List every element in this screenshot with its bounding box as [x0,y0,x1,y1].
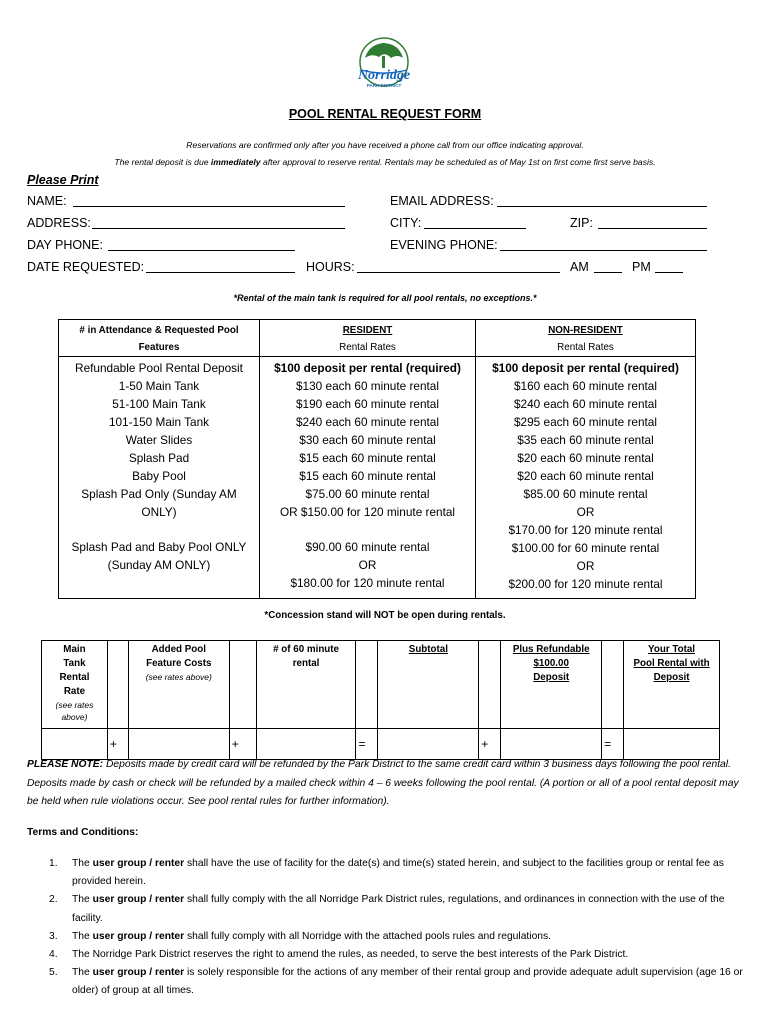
table-cell: OR [576,505,595,519]
am-label: AM [570,260,589,274]
deposit-note: The rental deposit is due immediately after approval to reserve rental. Rentals may be scheduled as of May 1st on first come first serve basis. [114,157,656,167]
table-cell: 101-150 Main Tank [108,415,210,429]
table-cell: $100 deposit per rental (required) [492,361,679,375]
subtotal-header: Subtotal [378,641,479,729]
table-cell: $160 each 60 minute rental [514,379,657,393]
zip-field[interactable] [598,216,707,229]
added-features-header: Added Pool Feature Costs (see rates above) [128,641,229,729]
nonresident-column [476,357,696,599]
resident-column [260,357,476,599]
evening-phone-field[interactable] [500,238,707,251]
total-header: Your Total Pool Rental with Deposit [624,641,720,729]
table-cell: OR [358,558,377,572]
added-features-input[interactable] [128,729,229,760]
table-cell: $180.00 for 120 minute rental [290,576,445,590]
table-cell: $240 each 60 minute rental [514,397,657,411]
table-cell: $170.00 for 120 minute rental [508,523,663,537]
logo-name: Norridge [357,68,411,83]
main-rate-header: Main Tank Rental Rate (see rates above) [42,641,108,729]
please-print-label: Please Print [27,173,99,187]
table-cell: $35 each 60 minute rental [517,433,654,447]
table-cell: ONLY) [141,505,177,519]
table-cell: Refundable Pool Rental Deposit [75,361,243,375]
list-item: 4. The Norridge Park District reserves the right to amend the rules, as needed, to serve the best interests of the Park District. [49,949,629,961]
address-field[interactable] [92,216,345,229]
equals-sign: = [602,729,624,760]
list-item: 5. The user group / renter is solely responsible for the actions of any member of their rental group and provide adequate adult supervision (age 16 or older) of group at all times. [49,967,743,997]
rental-rates-table [58,319,696,599]
name-label: NAME: [27,194,67,208]
table-cell: 1-50 Main Tank [118,379,200,393]
table-cell: $30 each 60 minute rental [299,433,436,447]
form-title: POOL RENTAL REQUEST FORM [288,107,482,121]
city-field[interactable] [424,216,526,229]
plus-sign: + [229,729,256,760]
minutes-header: # of 60 minute rental [256,641,356,729]
minutes-input[interactable] [256,729,356,760]
table-cell: OR [576,559,595,573]
day-phone-field[interactable] [108,238,295,251]
zip-label: ZIP: [570,216,593,230]
rates-header-row [59,320,696,357]
list-item: 2. The user group / renter shall fully comply with the all Norridge Park District rules, regulations, and ordinances in connection with the use of the facility. [49,894,725,924]
please-note-paragraph: PLEASE NOTE: Deposits made by credit card will be refunded by the Park District to the same credit card within 3 business days following the pool rental. Deposits made by cash or check will be refunded by a mailed check within 4 – 6 weeks following the pool rental. (A portion or all of a pool rental deposit may be held when rule violations occur. See pool rental rules for further information). [27,759,739,807]
cost-calculation-table [41,640,720,760]
confirmation-note: Reservations are confirmed only after you have received a phone call from our office indicating approval. [186,140,584,150]
hours-field[interactable] [357,260,560,273]
table-cell: $100 deposit per rental (required) [274,361,461,375]
date-requested-label: DATE REQUESTED: [27,260,145,274]
table-cell: Splash Pad [128,451,190,465]
address-label: ADDRESS: [27,216,91,230]
evening-phone-label: EVENING PHONE: [390,238,498,252]
email-field[interactable] [497,194,707,207]
equals-sign: = [356,729,378,760]
table-cell: OR $150.00 for 120 minute rental [279,505,456,519]
date-requested-field[interactable] [146,260,295,273]
deposit-input[interactable] [501,729,602,760]
plus-sign: + [107,729,128,760]
name-field[interactable] [73,194,345,207]
rates-body-row [59,357,696,599]
table-cell: $20 each 60 minute rental [517,469,654,483]
city-label: CITY: [390,216,422,230]
table-cell: $20 each 60 minute rental [517,451,654,465]
list-item: 3. The user group / renter shall fully comply with all Norridge with the attached pools rules and regulations. [49,930,552,942]
am-field[interactable] [594,260,622,273]
table-cell: $240 each 60 minute rental [296,415,439,429]
table-cell: Water Slides [125,433,193,447]
features-header: # in Attendance & Requested Pool Features [59,320,260,357]
features-column [59,357,260,599]
pm-field[interactable] [655,260,683,273]
table-cell: $190 each 60 minute rental [296,397,439,411]
list-item: 1. The user group / renter shall have the use of facility for the date(s) and time(s) stated herein, and subject to the facilities group or rental fee as provided herein. [49,858,724,888]
nonresident-header: NON-RESIDENT Rental Rates [476,320,696,357]
subtotal-input[interactable] [378,729,479,760]
plus-sign: + [479,729,501,760]
terms-title: Terms and Conditions: [27,827,139,838]
table-cell: $85.00 60 minute rental [523,487,648,501]
table-cell: $75.00 60 minute rental [305,487,430,501]
table-cell: 51-100 Main Tank [112,397,206,411]
refundable-deposit-header: Plus Refundable $100.00 Deposit [501,641,602,729]
email-label: EMAIL ADDRESS: [390,194,494,208]
calc-header-row [42,641,720,729]
calc-entry-row [42,729,720,760]
table-cell: $200.00 for 120 minute rental [508,577,663,591]
main-tank-required-note: *Rental of the main tank is required for all pool rentals, no exceptions.* [233,293,537,303]
main-rate-input[interactable] [42,729,108,760]
table-cell: $130 each 60 minute rental [296,379,439,393]
table-cell: $15 each 60 minute rental [299,451,436,465]
total-input[interactable] [624,729,720,760]
table-cell: (Sunday AM ONLY) [107,558,211,572]
table-cell: $295 each 60 minute rental [514,415,657,429]
table-cell: $100.00 for 60 minute rental [511,541,660,555]
table-cell: Splash Pad Only (Sunday AM [81,487,237,501]
concession-note: *Concession stand will NOT be open during rentals. [264,610,506,621]
table-cell: Splash Pad and Baby Pool ONLY [71,540,247,554]
terms-list [27,855,749,1001]
pm-label: PM [632,260,651,274]
day-phone-label: DAY PHONE: [27,238,103,252]
tree-icon [365,43,403,58]
resident-header: RESIDENT Rental Rates [260,320,476,357]
table-cell: Baby Pool [132,469,186,483]
table-cell: $90.00 60 minute rental [305,540,430,554]
hours-label: HOURS: [306,260,355,274]
norridge-park-district-logo [345,36,423,96]
logo-subtitle: PARK DISTRICT [366,83,402,88]
table-cell: $15 each 60 minute rental [299,469,436,483]
